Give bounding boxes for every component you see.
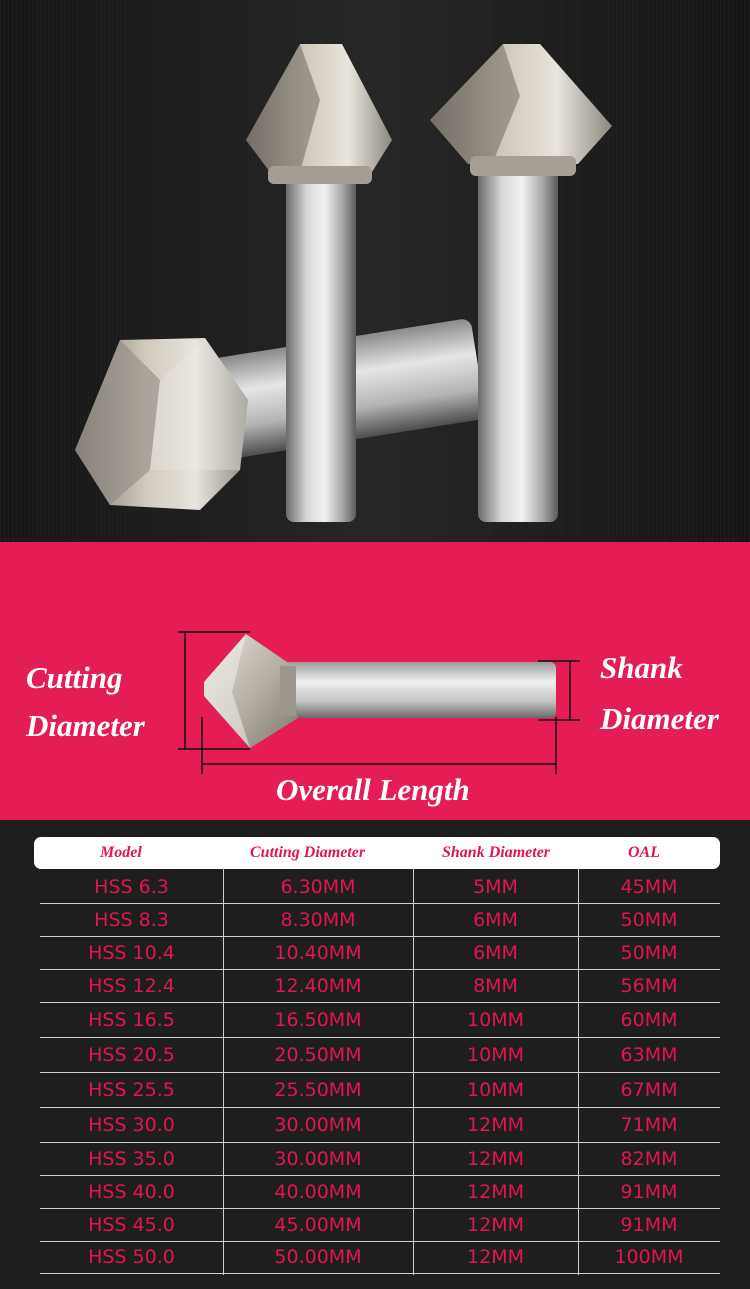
cell-model: HSS 45.0 (88, 1213, 175, 1236)
cell-shank-diameter: 10MM (467, 1078, 524, 1101)
overall-length-label: Overall Length (276, 772, 470, 807)
cell-shank-diameter: 10MM (467, 1043, 524, 1066)
cell-model: HSS 30.0 (88, 1113, 175, 1136)
cell-shank-diameter: 6MM (473, 941, 518, 964)
cell-cutting-diameter: 8.30MM (280, 908, 356, 931)
cutting-diameter-label-line1: Cutting (26, 660, 123, 695)
cell-cutting-diameter: 30.00MM (274, 1147, 362, 1170)
cell-oal: 60MM (620, 1008, 678, 1031)
cell-shank-diameter: 10MM (467, 1008, 524, 1031)
cell-model: HSS 16.5 (88, 1008, 175, 1031)
cell-oal: 91MM (620, 1213, 678, 1236)
table-row (40, 1241, 720, 1274)
cell-model: HSS 10.4 (88, 941, 175, 964)
cell-oal: 50MM (620, 908, 678, 931)
cell-model: HSS 40.0 (88, 1180, 175, 1203)
cell-cutting-diameter: 25.50MM (274, 1078, 362, 1101)
cell-shank-diameter: 12MM (467, 1180, 524, 1203)
table-row (40, 1002, 720, 1038)
table-row (40, 1175, 720, 1209)
cell-shank-diameter: 12MM (467, 1147, 524, 1170)
cutting-diameter-label-line2: Diameter (26, 708, 145, 743)
product-photo (0, 0, 750, 542)
cell-model: HSS 25.5 (88, 1078, 175, 1101)
cell-oal: 82MM (620, 1147, 678, 1170)
header-shank-diameter: Shank Diameter (442, 844, 551, 861)
table-row (40, 1208, 720, 1242)
cell-cutting-diameter: 40.00MM (274, 1180, 362, 1203)
table-row (40, 870, 720, 904)
spec-table (0, 820, 750, 1289)
cell-cutting-diameter: 16.50MM (274, 1008, 362, 1031)
table-row (40, 1142, 720, 1176)
cell-cutting-diameter: 20.50MM (274, 1043, 362, 1066)
cell-oal: 45MM (620, 875, 678, 898)
cell-oal: 91MM (620, 1180, 678, 1203)
cell-model: HSS 50.0 (88, 1246, 175, 1268)
cell-oal: 50MM (620, 941, 678, 964)
cell-oal: 63MM (620, 1043, 678, 1066)
shank-diameter-label-line1: Shank (600, 650, 683, 685)
cell-model: HSS 6.3 (94, 875, 169, 898)
cell-shank-diameter: 8MM (473, 974, 518, 997)
cell-cutting-diameter: 45.00MM (274, 1213, 362, 1236)
cell-shank-diameter: 12MM (467, 1246, 524, 1268)
header-cutting-diameter: Cutting Diameter (250, 844, 366, 861)
cell-oal: 100MM (614, 1246, 684, 1268)
header-model: Model (100, 844, 142, 861)
cell-model: HSS 20.5 (88, 1043, 175, 1066)
bit-dimension-drawing (0, 542, 750, 820)
table-row (40, 936, 720, 970)
cell-oal: 67MM (620, 1078, 678, 1101)
table-row (40, 969, 720, 1003)
cell-cutting-diameter: 50.00MM (274, 1246, 362, 1268)
cell-shank-diameter: 5MM (473, 875, 518, 898)
table-row (40, 903, 720, 937)
cell-cutting-diameter: 10.40MM (274, 941, 362, 964)
countersink-bits-image (0, 0, 750, 542)
cell-cutting-diameter: 12.40MM (274, 974, 362, 997)
cell-model: HSS 35.0 (88, 1147, 175, 1170)
dimension-diagram (0, 542, 750, 820)
shank-diameter-label-line2: Diameter (600, 701, 719, 736)
cell-shank-diameter: 6MM (473, 908, 518, 931)
cell-cutting-diameter: 6.30MM (280, 875, 356, 898)
cell-shank-diameter: 12MM (467, 1113, 524, 1136)
cell-model: HSS 8.3 (94, 908, 169, 931)
table-row (40, 1072, 720, 1108)
cell-model: HSS 12.4 (88, 974, 175, 997)
cell-shank-diameter: 12MM (467, 1213, 524, 1236)
table-row (40, 1037, 720, 1073)
cell-oal: 56MM (620, 974, 678, 997)
header-oal: OAL (628, 844, 660, 861)
cell-oal: 71MM (620, 1113, 678, 1136)
cell-cutting-diameter: 30.00MM (274, 1113, 362, 1136)
table-row (40, 1107, 720, 1143)
table-header (34, 837, 720, 869)
